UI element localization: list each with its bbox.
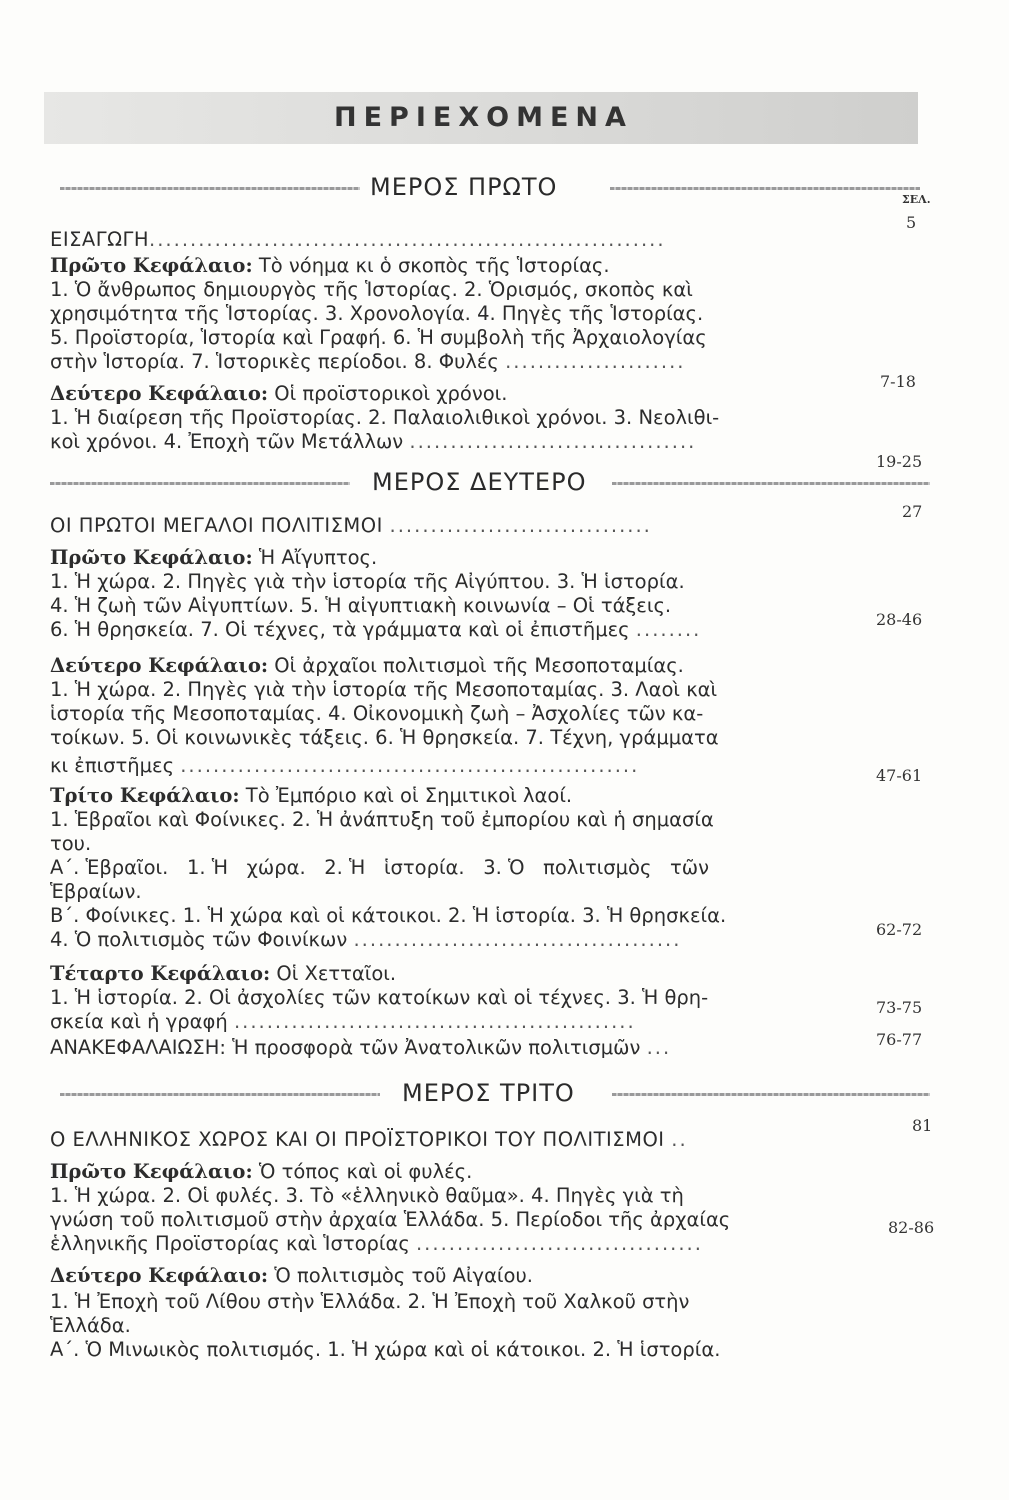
page-column-label: ΣΕΛ. [902, 193, 931, 206]
page-number: 81 [912, 1116, 933, 1135]
toc-line: 6. Ἡ θρησκεία. 7. Οἱ τέχνες, τὰ γράμματα καὶ οἱ ἐπιστῆμες ........ [50, 618, 702, 641]
toc-line: 1. Ἡ Ἐποχὴ τοῦ Λίθου στὴν Ἑλλάδα. 2. Ἡ Ἐποχὴ τοῦ Χαλκοῦ στὴν [50, 1290, 690, 1313]
chapter-label: Τέταρτο Κεφάλαιο: [50, 962, 271, 985]
page-title: ΠΕΡΙΕΧΟΜΕΝΑ [334, 102, 633, 133]
chapter-heading: Τέταρτο Κεφάλαιο: Οἱ Χετταῖοι. [50, 962, 397, 985]
rule-left [50, 482, 350, 485]
part-title: ΜΕΡΟΣ ΠΡΩΤΟ [370, 173, 558, 201]
toc-line: 4. Ὁ πολιτισμὸς τῶν Φοινίκων ........................................ [50, 928, 682, 951]
page-number: 27 [902, 502, 923, 521]
page-number: 5 [906, 213, 917, 232]
toc-line: 1. Ἡ διαίρεση τῆς Προϊστορίας. 2. Παλαιολιθικοὶ χρόνοι. 3. Νεολιθι- [50, 406, 720, 429]
chapter-label: Δεύτερο Κεφάλαιο: [50, 654, 269, 677]
toc-line: 1. Ἡ χώρα. 2. Οἱ φυλές. 3. Τὸ «ἑλληνικὸ θαῦμα». 4. Πηγὲς γιὰ τὴ [50, 1184, 684, 1207]
part-title: ΜΕΡΟΣ ΔΕΥΤΕΡΟ [372, 468, 587, 496]
toc-line: χρησιμότητα τῆς Ἱστορίας. 3. Χρονολογία. 4. Πηγὲς τῆς Ἱστορίας. [50, 302, 704, 325]
chapter-label: Πρῶτο Κεφάλαιο: [50, 546, 253, 569]
toc-line: 1. Ἡ χώρα. 2. Πηγὲς γιὰ τὴν ἱστορία τῆς Μεσοποταμίας. 3. Λαοὶ καὶ [50, 678, 718, 701]
toc-line: Ἑλλάδα. [50, 1314, 131, 1337]
toc-line: 4. Ἡ ζωὴ τῶν Αἰγυπτίων. 5. Ἡ αἰγυπτιακὴ κοινωνία – Οἱ τάξεις. [50, 594, 672, 617]
section-title: Ο ΕΛΛΗΝΙΚΟΣ ΧΩΡΟΣ ΚΑΙ ΟΙ ΠΡΟΪΣΤΟΡΙΚΟΙ ΤΟΥ ΠΟΛΙΤΙΣΜΟΙ .. [50, 1128, 688, 1151]
toc-line: του. [50, 832, 92, 855]
rule-right [610, 187, 920, 190]
toc-line: Α΄. Ὁ Μινωικὸς πολιτισμός. 1. Ἡ χώρα καὶ οἱ κάτοικοι. 2. Ἡ ἱστορία. [50, 1338, 721, 1361]
toc-entry: ΕΙΣΑΓΩΓΗ............................................................... [50, 228, 666, 251]
page-number: 7-18 [880, 372, 916, 391]
chapter-label: Δεύτερο Κεφάλαιο: [50, 382, 269, 405]
part-heading-2 [50, 465, 930, 499]
page-number: 19-25 [876, 452, 923, 471]
toc-line: Α΄. Ἑβραῖοι. 1. Ἡ χώρα. 2. Ἡ ἱστορία. 3. Ὁ πολιτισμὸς τῶν [50, 856, 709, 879]
toc-line: ΑΝΑΚΕΦΑΛΑΙΩΣΗ: Ἡ προσφορὰ τῶν Ἀνατολικῶν πολιτισμῶν ... [50, 1036, 672, 1059]
chapter-label: Τρίτο Κεφάλαιο: [50, 784, 240, 807]
chapter-label: Πρῶτο Κεφάλαιο: [50, 254, 253, 277]
toc-line: γνώση τοῦ πολιτισμοῦ στὴν ἀρχαία Ἑλλάδα. 5. Περίοδοι τῆς ἀρχαίας [50, 1208, 731, 1231]
rule-left [60, 1093, 380, 1096]
toc-line: κι ἐπιστῆμες ........................................................ [50, 754, 640, 777]
chapter-heading: Δεύτερο Κεφάλαιο: Οἱ προϊστορικοὶ χρόνοι. [50, 382, 508, 405]
chapter-heading: Πρῶτο Κεφάλαιο: Ὁ τόπος καὶ οἱ φυλές. [50, 1160, 473, 1183]
page-number: 76-77 [876, 1030, 923, 1049]
section-title: ΟΙ ΠΡΩΤΟΙ ΜΕΓΑΛΟΙ ΠΟΛΙΤΙΣΜΟΙ ................................ [50, 514, 652, 537]
chapter-heading: Πρῶτο Κεφάλαιο: Τὸ νόημα κι ὁ σκοπὸς τῆς Ἱστορίας. [50, 254, 610, 277]
toc-line: Ἑβραίων. [50, 880, 142, 903]
chapter-label: Πρῶτο Κεφάλαιο: [50, 1160, 253, 1183]
chapter-heading: Τρίτο Κεφάλαιο: Τὸ Ἐμπόριο καὶ οἱ Σημιτικοὶ λαοί. [50, 784, 573, 807]
toc-line: κοὶ χρόνοι. 4. Ἐποχὴ τῶν Μετάλλων ................................... [50, 430, 697, 453]
part-heading-1 [50, 170, 930, 204]
heading-banner [44, 92, 918, 144]
toc-line: στὴν Ἱστορία. 7. Ἱστορικὲς περίοδοι. 8. Φυλές ...................... [50, 350, 686, 373]
toc-line: 1. Ἡ ἱστορία. 2. Οἱ ἀσχολίες τῶν κατοίκων καὶ οἱ τέχνες. 3. Ἡ θρη- [50, 986, 709, 1009]
page-number: 73-75 [876, 998, 923, 1017]
chapter-heading: Δεύτερο Κεφάλαιο: Ὁ πολιτισμὸς τοῦ Αἰγαίου. [50, 1264, 533, 1287]
toc-line: Β΄. Φοίνικες. 1. Ἡ χώρα καὶ οἱ κάτοικοι. 2. Ἡ ἱστορία. 3. Ἡ θρησκεία. [50, 904, 727, 927]
part-title: ΜΕΡΟΣ ΤΡΙΤΟ [402, 1079, 575, 1107]
toc-line: 1. Ὁ ἄνθρωπος δημιουργὸς τῆς Ἱστορίας. 2. Ὁρισμός, σκοπὸς καὶ [50, 278, 693, 301]
chapter-label: Δεύτερο Κεφάλαιο: [50, 1264, 269, 1287]
toc-line: τοίκων. 5. Οἱ κοινωνικὲς τάξεις. 6. Ἡ θρησκεία. 7. Τέχνη, γράμματα [50, 726, 719, 749]
toc-line: 1. Ἑβραῖοι καὶ Φοίνικες. 2. Ἡ ἀνάπτυξη τοῦ ἐμπορίου καὶ ἡ σημασία [50, 808, 714, 831]
toc-line: 5. Προϊστορία, Ἱστορία καὶ Γραφή. 6. Ἡ συμβολὴ τῆς Ἀρχαιολογίας [50, 326, 707, 349]
chapter-heading: Πρῶτο Κεφάλαιο: Ἡ Αἴγυπτος. [50, 546, 378, 569]
rule-right [612, 1093, 930, 1096]
toc-line: 1. Ἡ χώρα. 2. Πηγὲς γιὰ τὴν ἱστορία τῆς Αἰγύπτου. 3. Ἡ ἱστορία. [50, 570, 685, 593]
toc-line: ἱστορία τῆς Μεσοποταμίας. 4. Οἰκονομικὴ ζωὴ – Ἀσχολίες τῶν κα- [50, 702, 704, 725]
toc-line: σκεία καὶ ἡ γραφή ................................................. [50, 1010, 636, 1033]
rule-right [612, 482, 930, 485]
page-number: 82-86 [888, 1218, 935, 1237]
page-number: 28-46 [876, 610, 923, 629]
chapter-heading: Δεύτερο Κεφάλαιο: Οἱ ἀρχαῖοι πολιτισμοὶ τῆς Μεσοποταμίας. [50, 654, 684, 677]
page-number: 47-61 [876, 766, 923, 785]
toc-line: ἑλληνικῆς Προϊστορίας καὶ Ἱστορίας ................................... [50, 1232, 703, 1255]
part-heading-3 [50, 1076, 930, 1110]
rule-left [60, 187, 360, 190]
page-number: 62-72 [876, 920, 923, 939]
